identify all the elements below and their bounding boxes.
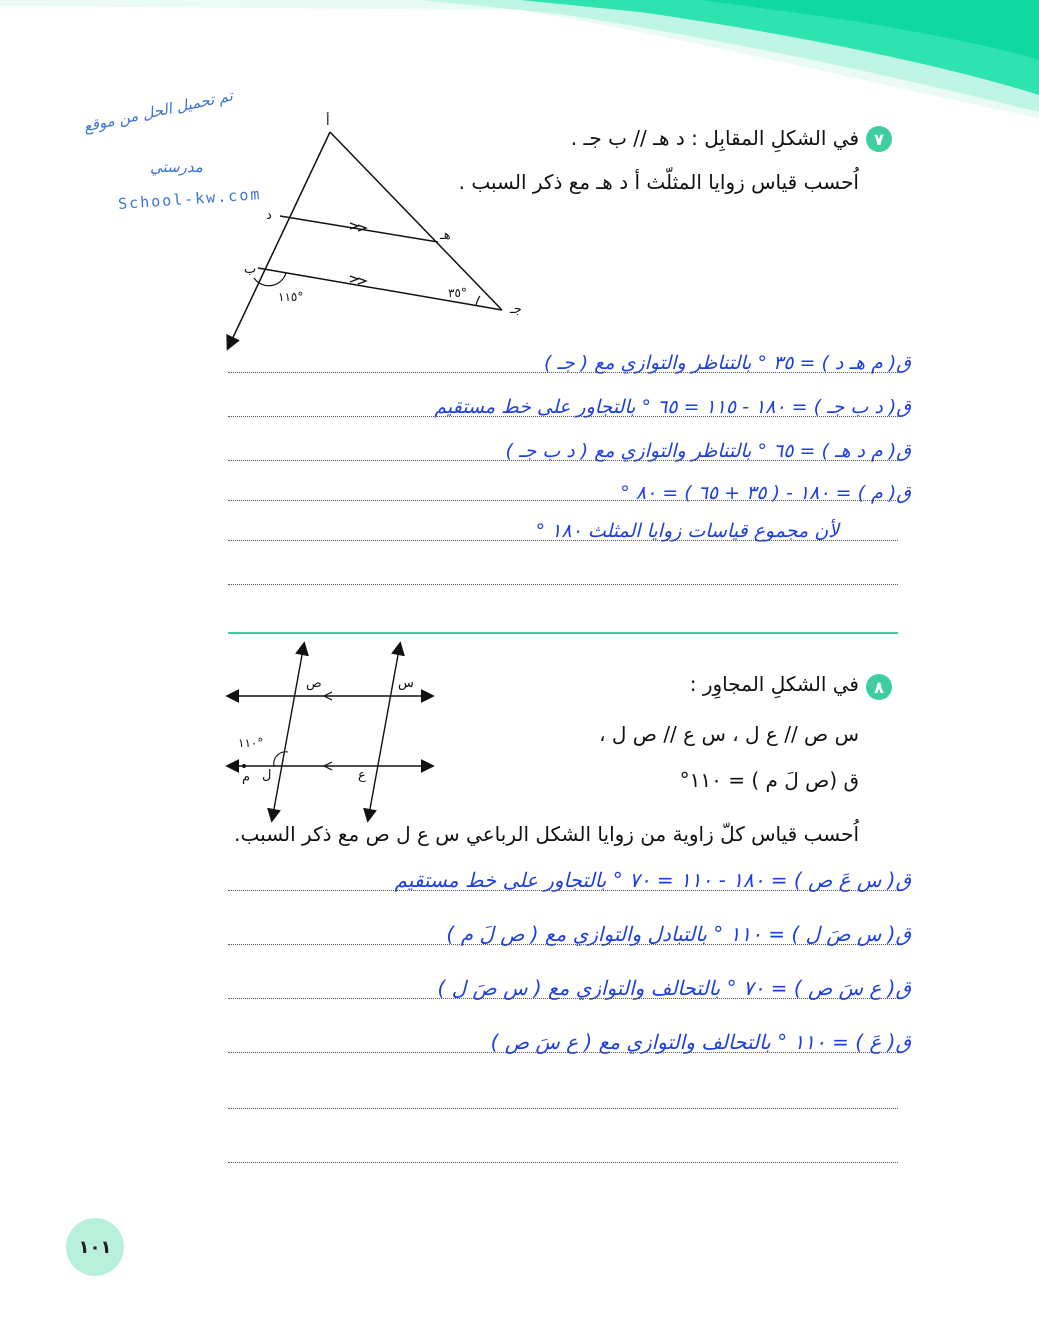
q7-line-dots-4 bbox=[228, 500, 898, 501]
q7-label-a: أ bbox=[326, 114, 330, 129]
q8-line-3: ق (ص لَ م ) = ١١٠° bbox=[679, 768, 859, 792]
stamp-line-3: School-kw.com bbox=[117, 185, 262, 213]
q8-label-s: س bbox=[398, 676, 414, 691]
q8-label-sad: ص bbox=[306, 676, 322, 691]
q7-triangle-figure bbox=[210, 110, 530, 360]
q7-label-h: هـ bbox=[440, 228, 451, 243]
section-divider bbox=[228, 632, 898, 634]
q8-number: ٨ bbox=[874, 677, 884, 697]
q8-parallelogram-figure bbox=[222, 640, 442, 830]
q8-line-dots-2 bbox=[228, 944, 898, 945]
q7-answer-4: ق( م ) = ١٨٠ - ( ٣٥ + ٦٥ ) = ٨٠ ° bbox=[620, 482, 911, 504]
q8-line-dots-4 bbox=[228, 1052, 898, 1053]
page-number: ١٠١ bbox=[78, 1236, 112, 1258]
q8-label-mim: م bbox=[242, 770, 251, 785]
q7-answer-5: لأن مجموع قياسات زوايا المثلث ١٨٠ ° bbox=[535, 520, 839, 542]
q8-answer-4: ق( عَ ) = ١١٠ ° بالتحالف والتوازي مع ( ع سَ ص ) bbox=[490, 1030, 911, 1054]
q8-angle: ١١٠° bbox=[238, 736, 264, 750]
q8-line-2: س ص // ع ل ، س ع // ص ل ، bbox=[599, 722, 859, 746]
q7-number: ٧ bbox=[874, 129, 884, 149]
q7-line-dots-1 bbox=[228, 372, 898, 373]
q8-line-dots-1 bbox=[228, 890, 898, 891]
q7-line-dots-6 bbox=[228, 584, 898, 585]
q7-answer-1: ق( م هـ د ) = ٣٥ ° بالتناظر والتوازي مع ( جـ ) bbox=[543, 352, 911, 374]
q7-line-2: اُحسب قياس زوايا المثلّث أ د هـ مع ذكر السبب . bbox=[458, 170, 859, 194]
q7-answer-2: ق( د ب جـ ) = ١٨٠ - ١١٥ = ٦٥ ° بالتجاور على خط مستقيم bbox=[434, 396, 911, 418]
q8-line-1: في الشكلِ المجاوِر : bbox=[689, 672, 859, 696]
page-number-badge bbox=[66, 1218, 124, 1276]
q8-label-lam: ل bbox=[262, 768, 272, 783]
stamp-line-2: مدرستي bbox=[150, 158, 203, 176]
q8-line-4: اُحسب قياس كلّ زاوية من زوايا الشكل الرباعي س ع ل ص مع ذكر السبب. bbox=[234, 822, 859, 846]
q8-answer-1: ق( س عَ ص ) = ١٨٠ - ١١٠ = ٧٠ ° بالتجاور على خط مستقيم bbox=[394, 868, 911, 892]
q8-answer-2: ق( س صَ ل ) = ١١٠ ° بالتبادل والتوازي مع ( ص لَ م ) bbox=[446, 922, 911, 946]
q7-answer-3: ق( م د هـ ) = ٦٥ ° بالتناظر والتوازي مع ( د ب جـ ) bbox=[505, 440, 911, 462]
q8-line-dots-6 bbox=[228, 1162, 898, 1163]
q7-line-dots-5 bbox=[228, 540, 898, 541]
q7-label-b: ب bbox=[244, 262, 257, 277]
q7-number-badge bbox=[866, 126, 892, 152]
q7-angle-b: ١١٥° bbox=[278, 290, 304, 304]
q8-answer-3: ق( ع سَ ص ) = ٧٠ ° بالتحالف والتوازي مع ( س صَ ل ) bbox=[437, 976, 911, 1000]
q7-line-dots-2 bbox=[228, 416, 898, 417]
q7-label-d: د bbox=[266, 208, 272, 223]
q8-line-dots-5 bbox=[228, 1108, 898, 1109]
q7-angle-j: ٣٥° bbox=[448, 286, 467, 300]
q8-number-badge bbox=[866, 674, 892, 700]
stamp-line-2-wrap bbox=[150, 158, 203, 176]
q7-line-1: في الشكلِ المقابِل : د هـ // ب جـ . bbox=[570, 126, 859, 150]
q7-line-dots-3 bbox=[228, 460, 898, 461]
q8-label-ain: ع bbox=[358, 768, 366, 783]
q8-line-dots-3 bbox=[228, 998, 898, 999]
stamp-line-1: تم تحميل الحل من موقع bbox=[82, 86, 235, 136]
q7-label-j: جـ bbox=[510, 302, 522, 317]
